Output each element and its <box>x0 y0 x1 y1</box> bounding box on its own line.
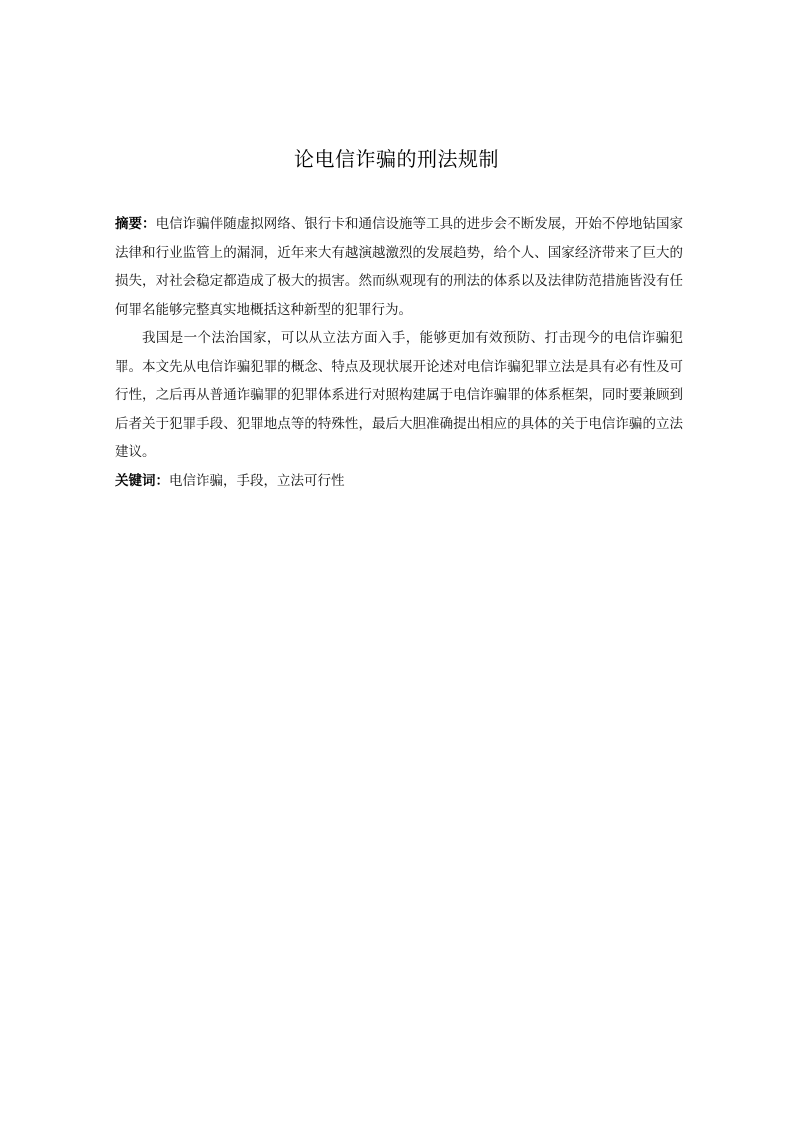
keywords-line <box>115 467 683 496</box>
abstract-paragraph-1 <box>115 210 683 324</box>
keywords-text: 电信诈骗，手段，立法可行性 <box>169 472 345 489</box>
abstract-text-1: 电信诈骗伴随虚拟网络、银行卡和通信设施等工具的进步会不断发展，开始不停地钻国家法律和行业监管上的漏洞，近年来大有越演越激烈的发展趋势，给个人、国家经济带来了巨大的损失，对社会稳定都造成了极大的损害。然而纵观现有的刑法的体系以及法律防范措施皆没有任何罪名能够完整真实地概括这种新型的犯罪行为。 <box>115 216 684 318</box>
abstract-label: 摘要： <box>115 216 156 232</box>
abstract-section <box>115 210 683 495</box>
page-title: 论电信诈骗的刑法规制 <box>294 147 499 171</box>
abstract-paragraph-2: 我国是一个法治国家，可以从立法方面入手，能够更加有效预防、打击现今的电信诈骗犯罪。本文先从电信诈骗犯罪的概念、特点及现状展开论述对电信诈骗犯罪立法是具有必有性及可行性，之后再从普通诈骗罪的犯罪体系进行对照构建属于电信诈骗罪的体系框架，同时要兼顾到后者关于犯罪手段、犯罪地点等的特殊性，最后大胆准确提出相应的具体的关于电信诈骗的立法建议。 <box>115 330 683 460</box>
keywords-label: 关键词： <box>115 472 169 489</box>
